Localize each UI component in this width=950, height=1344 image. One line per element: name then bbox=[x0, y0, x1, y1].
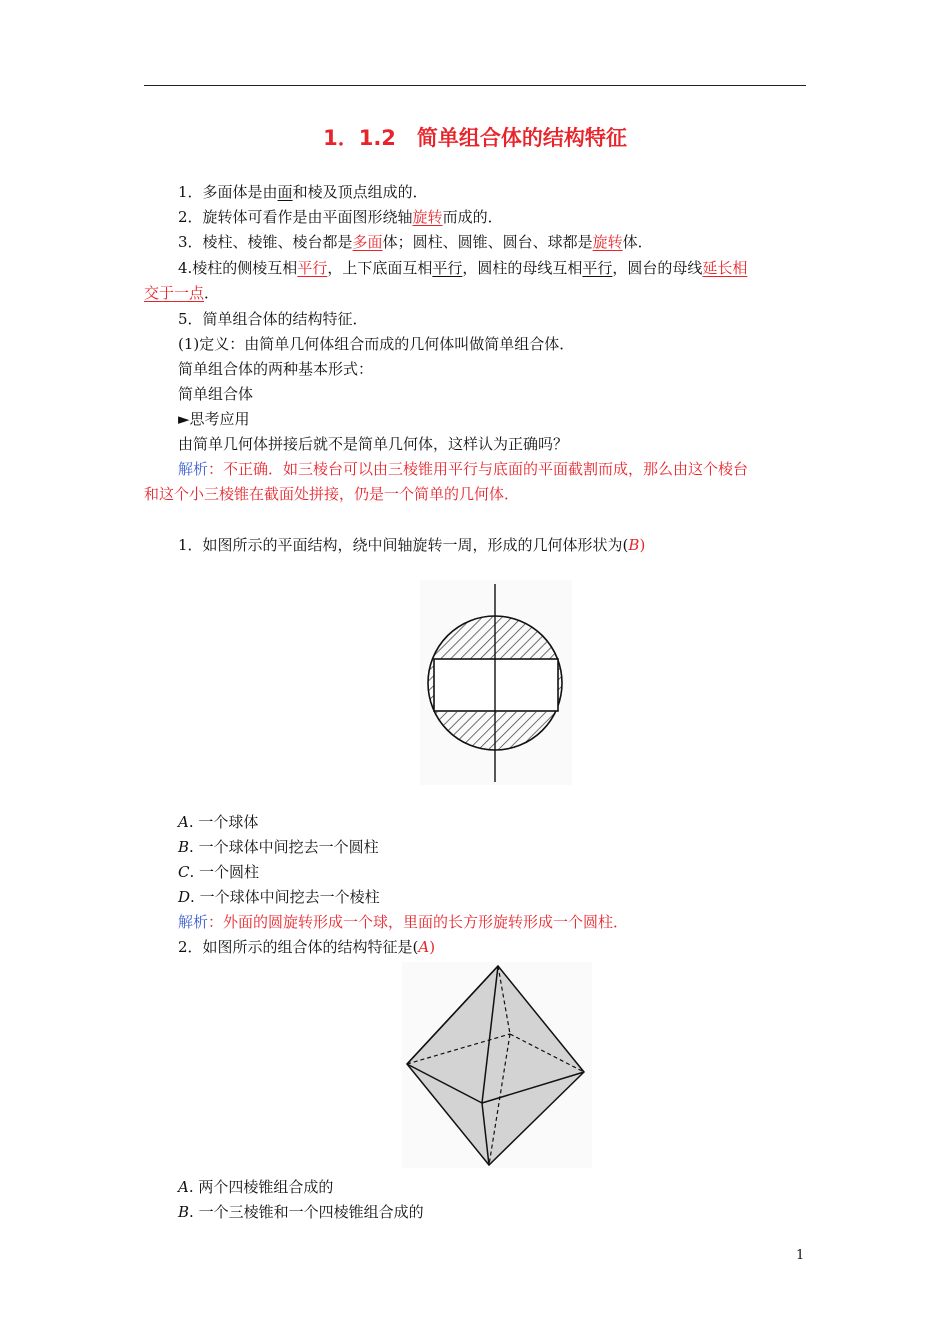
figure-circle-rectangle bbox=[420, 580, 572, 785]
answer-letter: A bbox=[418, 938, 430, 956]
page-number: 1 bbox=[796, 1248, 805, 1263]
blank-answer: 平行 bbox=[582, 259, 613, 277]
blank-answer: 旋转 bbox=[412, 208, 443, 226]
point-4-continued: 交于一点． bbox=[144, 284, 220, 302]
q2-option-a: A. 两个四棱锥组合成的 bbox=[178, 1178, 334, 1196]
blank-answer: 平行 bbox=[297, 259, 328, 277]
blank-answer: 旋转 bbox=[592, 233, 623, 251]
blank-answer: 多面 bbox=[352, 233, 383, 251]
point-3: 3．棱柱、棱锥、棱台都是多面体；圆柱、圆锥、圆台、球都是旋转体． bbox=[178, 233, 653, 251]
q1-option-a: A. 一个球体 bbox=[178, 813, 259, 831]
answer-letter: B bbox=[628, 536, 640, 554]
point-4: 4.棱柱的侧棱互相平行，上下底面互相平行，圆柱的母线互相平行，圆台的母线延长相 bbox=[178, 259, 748, 277]
header-rule bbox=[144, 85, 806, 86]
blank-answer: 面 bbox=[277, 183, 293, 201]
basic-forms: 简单组合体的两种基本形式： bbox=[178, 360, 374, 378]
question-2: 2．如图所示的组合体的结构特征是(A) bbox=[178, 938, 436, 956]
blank-answer: 延长相 bbox=[702, 259, 748, 277]
analysis-label: 解析 bbox=[178, 460, 209, 478]
combo-label: 简单组合体 bbox=[178, 385, 254, 403]
thinking-heading: ►思考应用 bbox=[178, 410, 250, 428]
point-2: 2．旋转体可看作是由平面图形绕轴旋转而成的． bbox=[178, 208, 503, 226]
q1-option-b: B. 一个球体中间挖去一个圆柱 bbox=[178, 838, 379, 856]
q2-option-b: B. 一个三棱锥和一个四棱锥组合成的 bbox=[178, 1203, 424, 1221]
point-5: 5．简单组合体的结构特征． bbox=[178, 310, 368, 328]
thinking-question: 由简单几何体拼接后就不是简单几何体，这样认为正确吗？ bbox=[178, 435, 569, 453]
point-1: 1．多面体是由面和棱及顶点组成的． bbox=[178, 183, 428, 201]
definition: (1)定义：由简单几何体组合而成的几何体叫做简单组合体． bbox=[178, 335, 575, 353]
question-1: 1．如图所示的平面结构，绕中间轴旋转一周，形成的几何体形状为(B) bbox=[178, 536, 646, 554]
q1-option-d: D. 一个球体中间挖去一个棱柱 bbox=[178, 888, 380, 906]
q1-analysis: 解析：外面的圆旋转形成一个球，里面的长方形旋转形成一个圆柱． bbox=[178, 913, 629, 931]
thinking-analysis-cont: 和这个小三棱锥在截面处拼接，仍是一个简单的几何体． bbox=[144, 485, 520, 503]
blank-answer: 平行 bbox=[432, 259, 463, 277]
page-title: 1．1.2 简单组合体的结构特征 bbox=[323, 126, 627, 150]
analysis-label: 解析 bbox=[178, 913, 209, 931]
figure-octahedron bbox=[402, 962, 592, 1168]
q1-option-c: C. 一个圆柱 bbox=[178, 863, 260, 881]
thinking-analysis: 解析：不正确．如三棱台可以由三棱锥用平行与底面的平面截割而成，那么由这个棱台 bbox=[178, 460, 749, 478]
blank-answer: 交于一点 bbox=[144, 284, 205, 302]
